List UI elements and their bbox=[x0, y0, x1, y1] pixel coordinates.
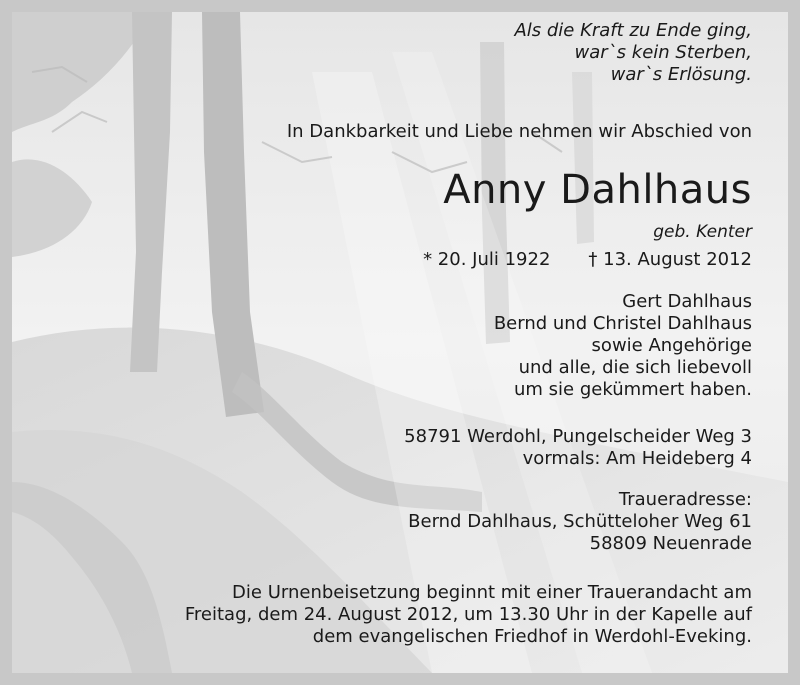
mourning-address bbox=[408, 489, 752, 555]
birth-date: * 20. Juli 1922 bbox=[423, 249, 551, 270]
address-line: vormals: Am Heideberg 4 bbox=[522, 448, 752, 469]
mourner-line: sowie Angehörige bbox=[591, 335, 752, 356]
home-address bbox=[404, 426, 752, 470]
mourner-line: Gert Dahlhaus bbox=[622, 291, 752, 312]
mourner-line: um sie gekümmert haben. bbox=[513, 379, 752, 400]
mourner-line: und alle, die sich liebevoll bbox=[518, 357, 752, 378]
intro-text: In Dankbarkeit und Liebe nehmen wir Abschied von bbox=[286, 121, 752, 142]
mourning-address-line: 58809 Neuenrade bbox=[589, 533, 752, 554]
mourning-address-line: Bernd Dahlhaus, Schütteloher Weg 61 bbox=[408, 511, 752, 532]
mourner-line: Bernd und Christel Dahlhaus bbox=[493, 313, 752, 334]
ceremony-info bbox=[185, 582, 752, 648]
deceased-name: Anny Dahlhaus bbox=[443, 167, 752, 213]
ceremony-line: Freitag, dem 24. August 2012, um 13.30 Uhr in der Kapelle auf bbox=[184, 604, 752, 625]
ceremony-line: dem evangelischen Friedhof in Werdohl-Eveking. bbox=[312, 626, 752, 647]
motto-line: war`s kein Sterben, bbox=[574, 42, 752, 63]
death-date: † 13. August 2012 bbox=[588, 249, 752, 270]
maiden-name: geb. Kenter bbox=[653, 222, 752, 242]
mourning-address-heading: Traueradresse: bbox=[618, 489, 752, 510]
ceremony-line: Die Urnenbeisetzung beginnt mit einer Trauerandacht am bbox=[232, 582, 752, 603]
life-dates bbox=[423, 249, 752, 271]
mourners-list bbox=[494, 291, 752, 401]
motto-line: Als die Kraft zu Ende ging, bbox=[514, 20, 752, 41]
motto-verse bbox=[514, 20, 752, 86]
motto-line: war`s Erlösung. bbox=[610, 64, 752, 85]
address-line: 58791 Werdohl, Pungelscheider Weg 3 bbox=[404, 426, 752, 447]
